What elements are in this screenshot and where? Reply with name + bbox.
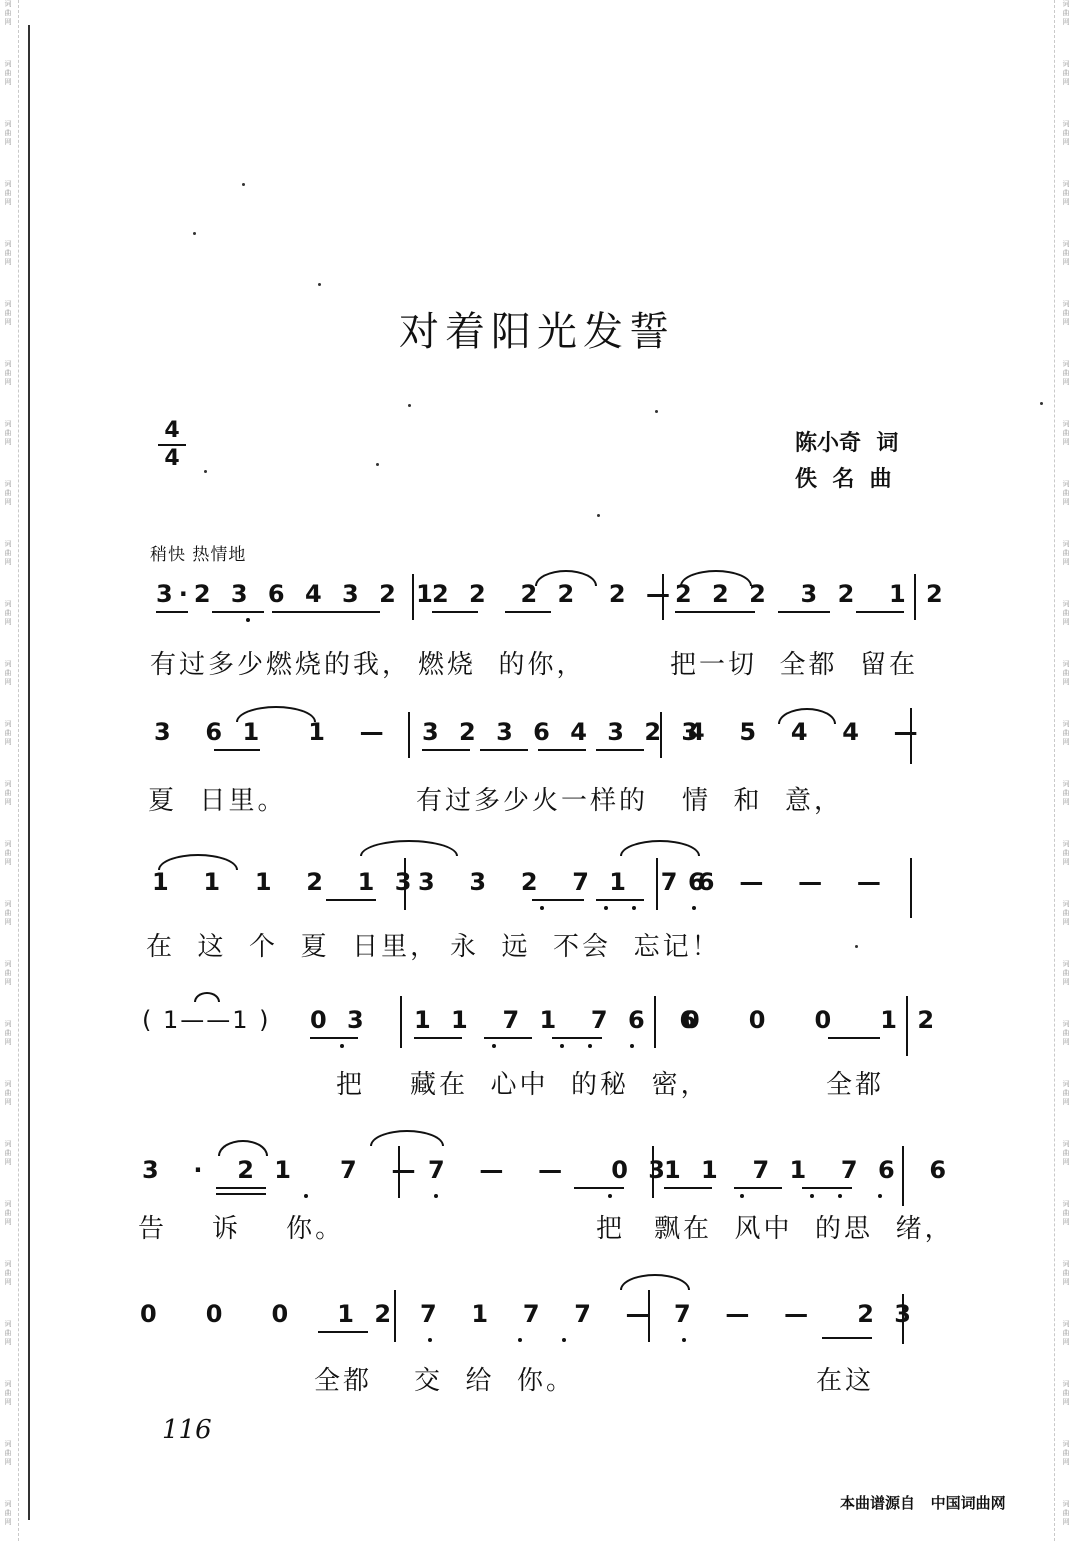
notes-row — [0, 718, 1074, 758]
watermark-label: 词曲网 — [1062, 780, 1070, 806]
watermark-label: 词曲网 — [4, 840, 12, 866]
lower-octave-dot — [604, 906, 608, 910]
scan-speck — [597, 514, 600, 517]
barline — [910, 708, 912, 764]
watermark-label: 词曲网 — [1062, 1380, 1070, 1406]
watermark-label: 词曲网 — [4, 0, 12, 26]
measure-notes: 2 2 2 2 2 — — [432, 580, 676, 608]
score-line-2 — [0, 718, 1074, 828]
watermark-label: 词曲网 — [4, 60, 12, 86]
beat-underline — [480, 749, 528, 751]
lyric-text: 情 和 意， — [682, 786, 844, 816]
watermark-label: 词曲网 — [4, 960, 12, 986]
notes-row — [0, 580, 1074, 620]
watermark-label: 词曲网 — [1062, 1020, 1070, 1046]
lower-octave-dot — [340, 1044, 344, 1048]
beat-underline — [214, 749, 260, 751]
watermark-label: 词曲网 — [1062, 1320, 1070, 1346]
measure-notes: 7 — — 0 3 — [428, 1156, 671, 1184]
barline — [902, 1294, 904, 1344]
time-signature — [158, 420, 186, 470]
beat-underline — [574, 1187, 624, 1189]
watermark-label: 词曲网 — [1062, 600, 1070, 626]
credits — [795, 426, 898, 498]
lyric-text: 藏在 心中 的秘 密， — [410, 1070, 710, 1100]
watermark-label: 词曲网 — [4, 1080, 12, 1106]
watermark-label: 词曲网 — [1062, 1140, 1070, 1166]
source-note: 本曲谱源自 中国词曲网 — [840, 1494, 1006, 1512]
beat-underline — [856, 611, 904, 613]
composer-credit: 佚 名 曲 — [795, 467, 892, 492]
lyric-text: 永 远 不会 忘记！ — [450, 932, 721, 962]
lower-octave-dot — [434, 1194, 438, 1198]
watermark-label: 词曲网 — [4, 600, 12, 626]
lyricist-credit: 陈小奇 词 — [795, 431, 899, 456]
measure-notes: 7 — — 2 3 — [674, 1300, 917, 1328]
lyrics-row — [0, 780, 1074, 820]
beat-underline — [484, 1037, 532, 1039]
time-signature-bottom: 4 — [164, 446, 180, 471]
score-line-4 — [0, 1006, 1074, 1116]
watermark-label: 词曲网 — [4, 480, 12, 506]
barline — [400, 996, 402, 1048]
watermark-label: 词曲网 — [1062, 1200, 1070, 1226]
watermark-label: 词曲网 — [4, 1440, 12, 1466]
beat-underline — [414, 1037, 462, 1039]
tie-slur — [158, 854, 238, 870]
watermark-label: 词曲网 — [4, 360, 12, 386]
notes-row — [0, 1006, 1074, 1046]
lyrics-row — [0, 926, 1074, 966]
lower-octave-dot — [518, 1338, 522, 1342]
barline — [412, 574, 414, 620]
beat-underline — [778, 611, 830, 613]
watermark-label: 词曲网 — [4, 180, 12, 206]
barline — [652, 1146, 654, 1198]
watermark-label: 词曲网 — [1062, 0, 1070, 26]
tempo-marking: 稍快 热情地 — [150, 545, 247, 565]
lyric-text: 把一切 全都 留在 — [670, 650, 919, 680]
watermark-label: 词曲网 — [4, 1200, 12, 1226]
watermark-label: 词曲网 — [4, 1260, 12, 1286]
watermark-label: 词曲网 — [1062, 1080, 1070, 1106]
watermark-label: 词曲网 — [1062, 660, 1070, 686]
lyric-text: 燃烧 的你， — [418, 650, 586, 680]
watermark-label: 词曲网 — [4, 120, 12, 146]
beat-underline — [422, 749, 470, 751]
scan-speck — [1040, 402, 1043, 405]
watermark-label: 词曲网 — [1062, 720, 1070, 746]
tie-slur — [236, 706, 316, 722]
measure-notes: 0 0 0 1 2 — [683, 1006, 941, 1034]
notes-row — [0, 1156, 1074, 1196]
lyric-text: 有过多少火一样的 — [416, 786, 649, 816]
score-line-6 — [0, 1300, 1074, 1410]
lower-octave-dot — [740, 1194, 744, 1198]
measure-notes: 1 1 7 1 7 6 6 — [414, 1006, 703, 1034]
beat-underline — [216, 1187, 266, 1189]
barline — [398, 1146, 400, 1198]
watermark-label: 词曲网 — [1062, 240, 1070, 266]
barline — [654, 996, 656, 1048]
scan-speck — [204, 470, 207, 473]
watermark-label: 词曲网 — [1062, 1440, 1070, 1466]
watermark-label: 词曲网 — [4, 780, 12, 806]
measure-notes: 3 2 3 6 4 3 2 3 — [422, 718, 705, 746]
lower-octave-dot — [838, 1194, 842, 1198]
measure-notes: 0 3 — [310, 1006, 370, 1034]
score-line-1 — [0, 580, 1074, 690]
scan-speck — [376, 463, 379, 466]
beat-underline — [310, 1037, 358, 1039]
measure-notes: 0 0 0 1 2 — [140, 1300, 398, 1328]
measure-notes: 3 3 2 7 1 7 6 — [418, 868, 721, 896]
beat-underline — [318, 1331, 368, 1333]
beat-underline — [596, 899, 644, 901]
watermark-label: 词曲网 — [4, 1140, 12, 1166]
lyric-text: 在这 — [816, 1366, 875, 1396]
tie-slur — [620, 1274, 690, 1290]
lower-octave-dot — [540, 906, 544, 910]
watermark-label: 词曲网 — [1062, 1260, 1070, 1286]
lyrics-row — [0, 1360, 1074, 1400]
lower-octave-dot — [632, 906, 636, 910]
beat-underline — [664, 1187, 712, 1189]
lyric-text: 把 — [336, 1070, 366, 1100]
watermark-label: 词曲网 — [4, 900, 12, 926]
fermata-icon — [194, 992, 220, 1002]
beat-underline — [828, 1037, 880, 1039]
scan-speck — [242, 183, 245, 186]
scan-speck — [318, 283, 321, 286]
beat-underline — [734, 1187, 782, 1189]
watermark-label: 词曲网 — [4, 1500, 12, 1526]
watermark-label: 词曲网 — [1062, 540, 1070, 566]
beat-underline — [272, 611, 380, 613]
measure-notes: 7 1 7 7 — — [420, 1300, 656, 1328]
barline — [656, 858, 658, 910]
lyric-text: 把 — [596, 1214, 626, 1244]
measure-notes: 3·2 3 6 4 3 2 1 — [156, 580, 439, 608]
lyric-text: 告 诉 你。 — [138, 1214, 345, 1244]
watermark-label: 词曲网 — [1062, 480, 1070, 506]
beat-underline — [326, 899, 376, 901]
scan-speck — [655, 410, 658, 413]
tie-slur — [535, 570, 597, 586]
lyrics-row — [0, 1208, 1074, 1248]
watermark-label: 词曲网 — [1062, 60, 1070, 86]
watermark-label: 词曲网 — [1062, 1500, 1070, 1526]
watermark-label: 词曲网 — [1062, 180, 1070, 206]
lyric-text: 夏 日里。 — [148, 786, 287, 816]
page-number: 116 — [162, 1415, 212, 1445]
watermark-label: 词曲网 — [1062, 840, 1070, 866]
barline — [662, 574, 664, 620]
beat-underline — [596, 749, 644, 751]
time-signature-top: 4 — [164, 418, 180, 443]
beat-underline — [538, 749, 586, 751]
beat-underline — [532, 899, 584, 901]
notes-row — [0, 868, 1074, 908]
lyric-text: 交 给 你。 — [414, 1366, 576, 1396]
measure-notes: 6 — — — — [688, 868, 887, 896]
lyric-text: 飘在 风中 的思 绪， — [654, 1214, 954, 1244]
beat-underline — [822, 1337, 872, 1339]
watermark-label: 词曲网 — [4, 1380, 12, 1406]
lower-octave-dot — [630, 1044, 634, 1048]
barline — [914, 574, 916, 620]
measure-notes: 3 6 1 1 — — [154, 718, 390, 746]
barline — [906, 996, 908, 1056]
lyric-text: 有过多少燃烧的我， — [150, 650, 412, 680]
measure-notes: 1 1 1 2 1 3 — [152, 868, 418, 896]
watermark-label: 词曲网 — [4, 660, 12, 686]
lower-octave-dot — [692, 906, 696, 910]
tie-slur — [218, 1140, 268, 1156]
watermark-label: 词曲网 — [4, 1320, 12, 1346]
watermark-label: 词曲网 — [4, 720, 12, 746]
tie-slur — [360, 840, 458, 856]
lyric-text: 全都 — [826, 1070, 885, 1100]
watermark-label: 词曲网 — [4, 540, 12, 566]
beat-underline — [216, 1193, 266, 1195]
scan-speck — [193, 232, 196, 235]
tie-slur — [680, 570, 752, 586]
barline — [648, 1290, 650, 1342]
lyric-text: 全都 — [314, 1366, 373, 1396]
lower-octave-dot — [246, 618, 250, 622]
barline — [408, 712, 410, 758]
watermark-label: 词曲网 — [1062, 360, 1070, 386]
beat-underline — [505, 611, 551, 613]
watermark-label: 词曲网 — [1062, 120, 1070, 146]
lower-octave-dot — [428, 1338, 432, 1342]
beat-underline — [675, 611, 755, 613]
watermark-label: 词曲网 — [4, 1020, 12, 1046]
measure-notes: 1 1 7 1 7 6 6 — [664, 1156, 953, 1184]
watermark-label: 词曲网 — [1062, 960, 1070, 986]
tie-slur — [778, 708, 836, 724]
barline — [910, 858, 912, 918]
watermark-label: 词曲网 — [1062, 420, 1070, 446]
fermata-passage: ( 1——1 ) — [142, 1006, 271, 1034]
lower-octave-dot — [304, 1194, 308, 1198]
watermark-label: 词曲网 — [4, 300, 12, 326]
lyric-text: 在 这 个 夏 日里， — [146, 932, 440, 962]
tie-slur — [370, 1130, 444, 1146]
score-line-5 — [0, 1156, 1074, 1266]
scan-speck — [408, 404, 411, 407]
lyrics-row — [0, 1064, 1074, 1104]
measure-notes: 3 · 2 1 7 — — [142, 1156, 422, 1184]
watermark-label: 词曲网 — [4, 420, 12, 446]
barline — [660, 712, 662, 758]
beat-underline — [212, 611, 264, 613]
lower-octave-dot — [608, 1194, 612, 1198]
lower-octave-dot — [560, 1044, 564, 1048]
barline — [404, 858, 406, 910]
beat-underline — [432, 611, 478, 613]
barline — [394, 1290, 396, 1342]
lower-octave-dot — [562, 1338, 566, 1342]
song-title: 对着阳光发誓 — [399, 309, 675, 355]
beat-underline — [802, 1187, 852, 1189]
barline — [902, 1146, 904, 1206]
watermark-label: 词曲网 — [1062, 900, 1070, 926]
lower-octave-dot — [588, 1044, 592, 1048]
beat-underline — [156, 611, 188, 613]
watermark-label: 词曲网 — [1062, 300, 1070, 326]
score-line-3 — [0, 868, 1074, 978]
notes-row — [0, 1300, 1074, 1340]
lower-octave-dot — [682, 1338, 686, 1342]
lyrics-row — [0, 644, 1074, 684]
watermark-label: 词曲网 — [4, 240, 12, 266]
measure-notes: 4 5 4 4 — — [688, 718, 924, 746]
beat-underline — [552, 1037, 602, 1039]
tie-slur — [620, 840, 700, 856]
measure-notes: 2 2 2 3 2 1 2 — [675, 580, 949, 608]
lower-octave-dot — [810, 1194, 814, 1198]
lower-octave-dot — [878, 1194, 882, 1198]
lower-octave-dot — [492, 1044, 496, 1048]
